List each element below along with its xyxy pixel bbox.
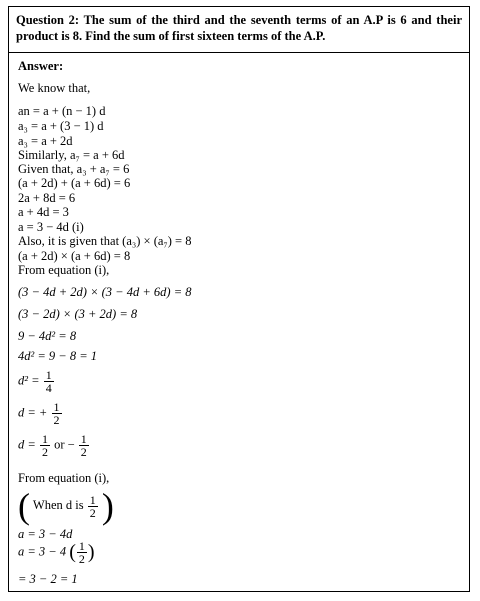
solution-line: Also, it is given that (a₃) × (a₇) = 8 <box>18 234 192 248</box>
question-text: Question 2: The sum of the third and the seventh terms of an A.P is 6 and their product is 8. Find the sum of first sixteen terms of the A.P. <box>16 13 462 43</box>
solution-line: a₃ = a + (3 − 1) d <box>18 119 104 133</box>
equation-line: a = 3 − 4d <box>18 527 73 541</box>
solution-line: (a + 2d) + (a + 6d) = 6 <box>18 176 131 190</box>
equation-line: d = $\frac{1}{2}$ or − $\frac{1}{2}$ <box>18 432 87 459</box>
fraction: $\frac{1}{2}$ <box>78 539 85 566</box>
solution-line: 2a + 8d = 6 <box>18 191 76 205</box>
equation-line: (3 − 4d + 2d) × (3 − 4d + 6d) = 8 <box>18 285 192 299</box>
solution-line: We know that, <box>18 81 91 95</box>
answer-label: Answer: <box>18 59 64 73</box>
fraction: $\frac{1}{2}$ <box>41 432 48 459</box>
equation-line: d = + $\frac{1}{2}$ <box>18 400 60 427</box>
equation-line: = 3 − 2 = 1 <box>18 572 78 586</box>
qa-card <box>8 6 470 592</box>
solution-line: Given that, a₃ + a₇ = 6 <box>18 162 130 176</box>
solution-line: an = a + (n − 1) d <box>18 104 106 118</box>
fraction: $\frac{1}{4}$ <box>45 368 52 395</box>
equation-line: (3 − 2d) × (3 + 2d) = 8 <box>18 307 138 321</box>
solution-line: From equation (i), <box>18 263 110 277</box>
fraction: $\frac{1}{2}$ <box>89 492 96 520</box>
solution-line: a₃ = a + 2d <box>18 134 73 148</box>
solution-line: a + 4d = 3 <box>18 205 69 219</box>
solution-line: From equation (i), <box>18 471 110 485</box>
equation-line: ( When d is $\frac{1}{2}$ ) <box>18 486 114 526</box>
solution-line: a = 3 − 4d (i) <box>18 220 84 234</box>
equation-line: 4d² = 9 − 8 = 1 <box>18 349 98 363</box>
solution-line: (a + 2d) × (a + 6d) = 8 <box>18 249 131 263</box>
fraction: $\frac{1}{2}$ <box>80 432 87 459</box>
equation-line: 9 − 4d² = 8 <box>18 329 77 343</box>
equation-line: d² = $\frac{1}{4}$ <box>18 368 52 395</box>
equation-line: a = 3 − 4 ( $\frac{1}{2}$ ) <box>18 539 95 566</box>
solution-line: Similarly, a₇ = a + 6d <box>18 148 125 162</box>
question-row <box>9 7 469 53</box>
fraction: $\frac{1}{2}$ <box>53 400 60 427</box>
